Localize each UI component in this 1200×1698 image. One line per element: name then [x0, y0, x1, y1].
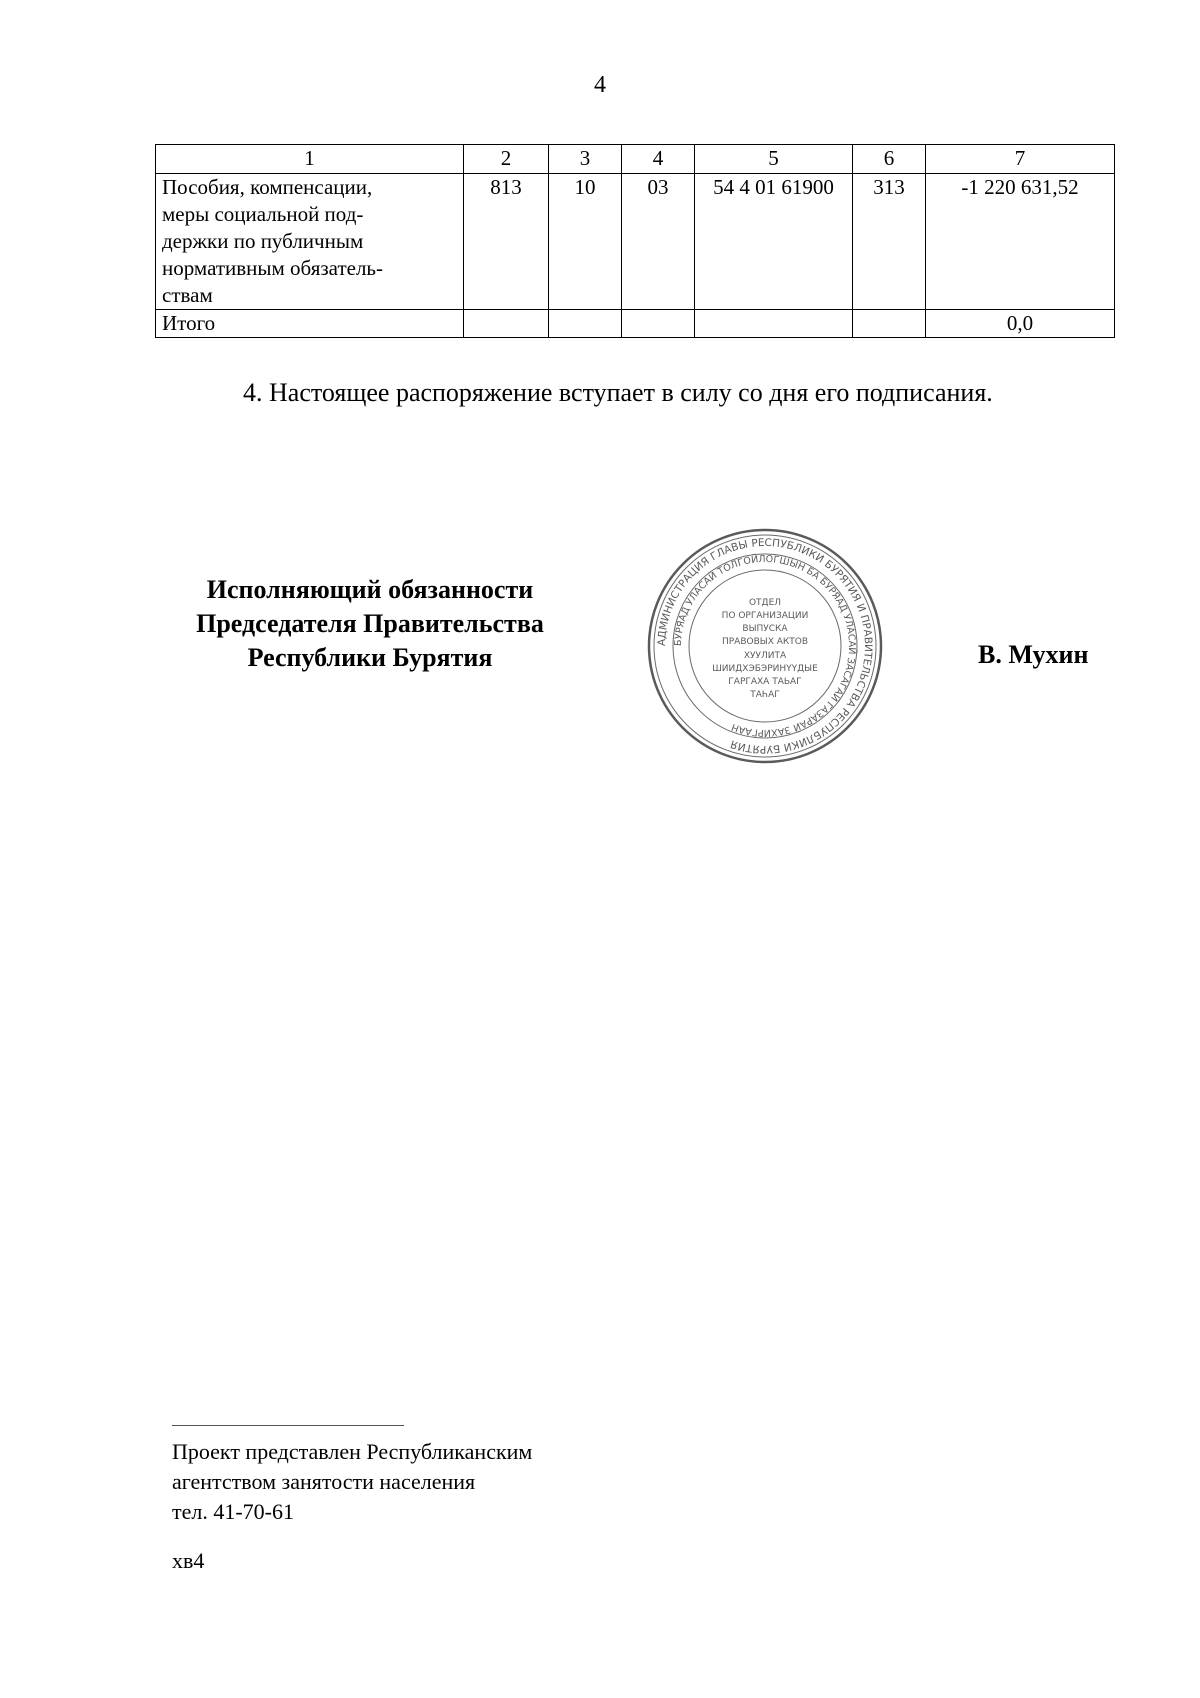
table-row	[156, 174, 1115, 310]
item-name-line: Пособия, компенсации,	[162, 175, 373, 199]
total-value-cell: 0,0	[926, 310, 1115, 338]
document-code: хв4	[172, 1548, 205, 1573]
seal-center-line: ХУУЛИТА	[743, 651, 787, 661]
seal-center-line: ПО ОРГАНИЗАЦИИ	[721, 611, 809, 621]
empty-cell	[464, 310, 549, 338]
table-total-row	[156, 310, 1115, 338]
subsection-code-cell: 03	[622, 174, 695, 310]
empty-cell	[695, 310, 853, 338]
signer-title-line: Председателя Правительства	[196, 609, 544, 638]
seal-center-line: ПРАВОВЫХ АКТОВ	[721, 637, 809, 647]
item-name-cell	[156, 174, 464, 310]
item-name-line: нормативным обязатель-	[162, 256, 384, 280]
table-header-cell: 3	[549, 145, 622, 174]
seal-center-line: ВЫПУСКА	[742, 624, 788, 634]
signer-title-line: Республики Бурятия	[247, 643, 493, 672]
seal-center-text	[712, 598, 818, 700]
seal-center-line: ТАҺАГ	[750, 690, 780, 700]
footnote-line: агентством занятости населения	[172, 1469, 476, 1494]
signer-title	[150, 573, 590, 675]
target-article-cell: 54 4 01 61900	[695, 174, 853, 310]
footnote-line: тел. 41-70-61	[172, 1499, 295, 1524]
empty-cell	[853, 310, 926, 338]
table-header-cell: 1	[156, 145, 464, 174]
item-name-line: меры социальной под-	[162, 202, 364, 226]
footnote-divider	[172, 1425, 404, 1426]
empty-cell	[622, 310, 695, 338]
expense-type-cell: 313	[853, 174, 926, 310]
table-header-cell: 5	[695, 145, 853, 174]
empty-cell	[549, 310, 622, 338]
seal-center-line: ГАРГАХА ТАЬАГ	[728, 677, 802, 687]
footnote-line: Проект представлен Республиканским	[172, 1439, 533, 1464]
amount-cell: -1 220 631,52	[926, 174, 1115, 310]
table-header-cell: 4	[622, 145, 695, 174]
signer-title-line: Исполняющий обязанности	[206, 575, 534, 604]
budget-table	[155, 144, 1115, 338]
seal-center-line: ОТДЕЛ	[748, 598, 782, 608]
official-seal-stamp	[646, 527, 884, 765]
ministry-code-cell: 813	[464, 174, 549, 310]
seal-outer-text: АДМИНИСТРАЦИЯ ГЛАВЫ РЕСПУБЛИКИ БУРЯТИЯ И ПРАВИТЕЛЬСТВА РЕСПУБЛИКИ БУРЯТИЯ	[655, 536, 875, 756]
seal-inner-text: БУРЯАД УЛАСАЙ ТОЛГОЙЛОГШЫН БА БУРЯАД УЛАСАЙ ЗАСАГАЙ ГАЗАРАЙ ЗАХИРГААН	[672, 553, 858, 739]
table-header-cell: 7	[926, 145, 1115, 174]
footnote	[172, 1437, 532, 1527]
section-code-cell: 10	[549, 174, 622, 310]
total-label-cell: Итого	[156, 310, 464, 338]
seal-center-line: ШИИДХЭБЭРИНҮҮДЫЕ	[712, 664, 818, 674]
table-header-cell: 2	[464, 145, 549, 174]
signer-name: В. Мухин	[978, 640, 1089, 669]
item-name-line: держки по публичным	[162, 229, 364, 253]
page-number: 4	[594, 72, 606, 98]
table-header-row	[156, 145, 1115, 174]
item-name-line: ствам	[162, 283, 213, 307]
table-header-cell: 6	[853, 145, 926, 174]
clause-effective-date: 4. Настоящее распоряжение вступает в силу со дня его подписания.	[243, 378, 993, 407]
